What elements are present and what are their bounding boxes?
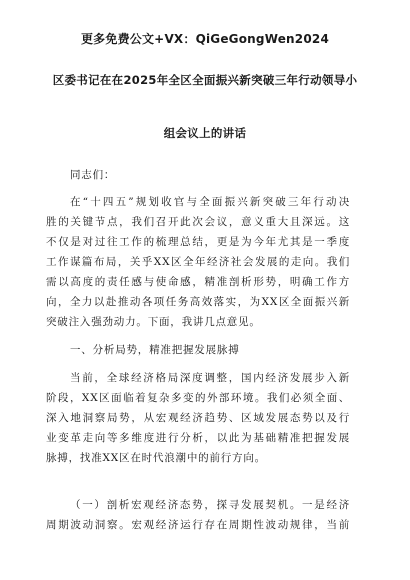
subsection-line: （一）剖析宏观经济态势，探寻发展契机。一是经济 — [70, 499, 350, 511]
body-line: 突破注入强劲动力。下面，我讲几点意见。 — [46, 316, 261, 328]
body-line: 不仅是对过往工作的梳理总结，更是为今年尤其是一季度 — [46, 236, 350, 248]
section-heading: 一、分析局势，精准把握发展脉搏 — [70, 344, 240, 356]
title-line-2: 组会议上的讲话 — [163, 126, 247, 140]
header-watermark: 更多免费公文+VX：QiGeGongWen2024 — [80, 32, 329, 46]
body-line: 脉搏，找准XX区在时代浪潮中的前行方向。 — [46, 452, 266, 464]
body-line: 需以高度的责任感与使命感，精准剖析形势，明确工作方 — [46, 276, 350, 288]
title-line-1: 区委书记在在2025年全区全面振兴新突破三年行动领导小 — [52, 73, 358, 87]
body-line: 业变革走向等多维度进行分析，以此为基础精准把握发展 — [46, 432, 350, 444]
body-line: 阶段，XX区面临着复杂多变的外部环境。我们必须全面、 — [46, 392, 350, 404]
salutation: 同志们： — [70, 169, 116, 181]
body-line: 在“十四五”规划收官与全面振兴新突破三年行动决 — [70, 196, 350, 208]
body-line: 深入地洞察局势，从宏观经济趋势、区域发展态势以及行 — [46, 412, 350, 424]
body-line: 当前，全球经济格局深度调整，国内经济发展步入新 — [70, 372, 350, 384]
body-line: 工作谋篇布局，关乎XX区全年经济社会发展的走向。我们 — [46, 256, 350, 268]
body-line: 周期波动洞察。宏观经济运行存在周期性波动规律，当前 — [46, 519, 350, 531]
body-line: 胜的关键节点，我们召开此次会议，意义重大且深远。这 — [46, 216, 350, 228]
body-line: 向，全力以赴推动各项任务高效落实，为XX区全面振兴新 — [46, 296, 350, 308]
